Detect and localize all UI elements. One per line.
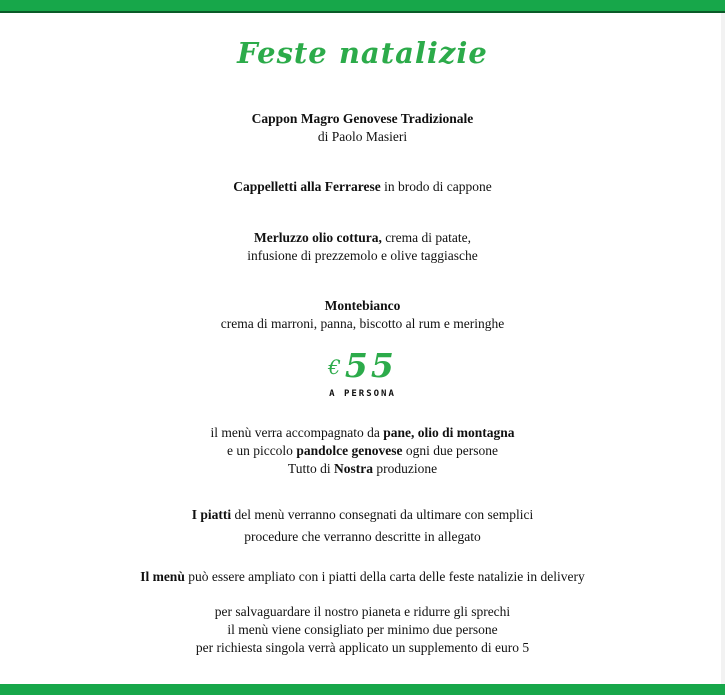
notes-text: il menù verra accompagnato da [210,425,384,440]
extension-bold: Il menù [140,569,185,584]
price-per-person: A PERSONA [329,389,396,399]
footer-line: per richiesta singola verrà applicato un supplemento di euro 5 [195,640,530,655]
delivery-bold: I piatti [191,507,232,522]
notes-text: Tutto di [287,461,334,476]
dish-name: Montebianco [324,298,401,313]
dish-name: Merluzzo olio cottura, [253,230,382,245]
price-amount: 55 [344,346,397,385]
notes-bold: pane, olio di montagna [383,425,515,440]
footer-block [0,603,725,657]
notes-text: ogni due persone [402,443,499,458]
price [0,346,725,385]
dish-cappelletti [0,178,725,196]
dish-name: Cappelletti alla Ferrarese [233,179,381,194]
dish-cappon-magro [0,110,725,146]
dish-description: crema di patate, [381,230,472,245]
footer-line: per salvaguardare il nostro pianeta e ridurre gli sprechi [214,604,511,619]
notes-text: produzione [372,461,438,476]
notes-bold: Nostra [333,461,373,476]
dish-description-line2: infusione di prezzemolo e olive taggiasche [247,248,478,263]
delivery-text: del menù verranno consegnati da ultimare con semplici [231,507,534,522]
dish-author: di Paolo Masieri [317,129,408,144]
dish-description: crema di marroni, panna, biscotto al rum e meringhe [220,316,505,331]
notes-bold: pandolce genovese [296,443,403,458]
delivery-text-line2: procedure che verranno descritte in allegato [244,529,481,544]
extension-text: può essere ampliato con i piatti della carta delle feste natalizie in delivery [184,569,585,584]
dish-merluzzo [0,229,725,265]
dish-montebianco [0,297,725,333]
dish-name: Cappon Magro Genovese Tradizionale [251,111,474,126]
menu-title: Feste natalizie [237,36,488,70]
top-green-bar [0,0,725,11]
extension-note [0,568,725,586]
footer-line: il menù viene consigliato per minimo due persone [227,622,498,637]
dish-description: in brodo di cappone [380,179,492,194]
price-currency: € [328,355,341,379]
delivery-block [0,506,725,546]
notes-block [0,424,725,478]
top-bar-shadow [0,11,725,13]
bottom-green-bar [0,684,725,695]
notes-text: e un piccolo [226,443,297,458]
